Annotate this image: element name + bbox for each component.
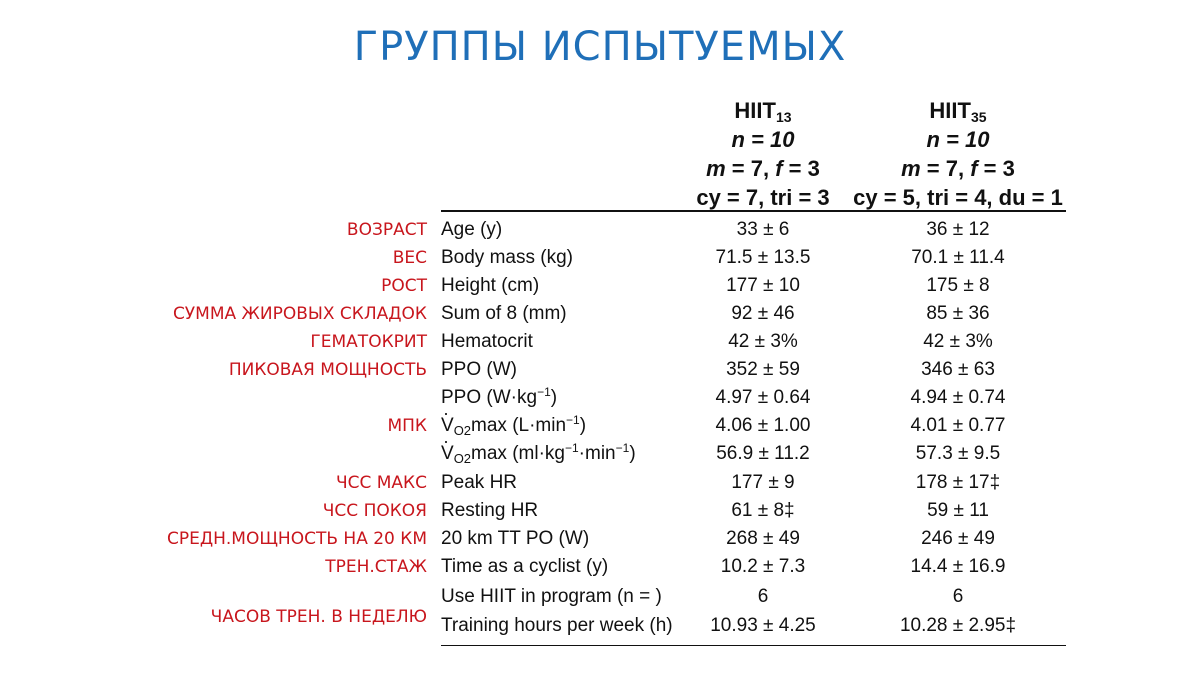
table-row-vo2max-ml-kg-min — [0, 440, 1200, 468]
row-value-hiit35: 57.3 ± 9.5 — [915, 443, 1001, 464]
row-label-en: Age (y) — [441, 219, 503, 240]
row-label-ru: ГЕМАТОКРИТ — [310, 332, 427, 352]
v-dot-symbol: · V — [441, 412, 454, 440]
table-row-resting-hr — [0, 497, 1200, 525]
table-row-use-hiit — [0, 583, 1200, 611]
column-modes: cy = 7, tri = 3 — [696, 185, 830, 210]
row-value-hiit13: 352 ± 59 — [726, 359, 800, 380]
row-label-en: Peak HR — [441, 472, 518, 493]
row-label-en: Hematocrit — [441, 331, 533, 352]
row-value-hiit35: 246 ± 49 — [921, 528, 995, 549]
table-row-ppo-w-kg — [0, 384, 1200, 412]
column-f: f — [970, 156, 978, 181]
row-value-hiit13: 42 ± 3% — [728, 331, 798, 352]
column-name: HIIT — [929, 98, 971, 123]
label-tail: ) — [629, 443, 636, 464]
row-label-ru: ТРЕН.СТАЖ — [325, 557, 427, 577]
row-value-hiit35: 10.28 ± 2.95‡ — [899, 615, 1017, 636]
column-n: n = 10 — [926, 127, 990, 152]
row-value-hiit13: 177 ± 9 — [731, 472, 795, 493]
column-modes: cy = 5, tri = 4, du = 1 — [853, 185, 1063, 210]
table-row-peak-hr — [0, 469, 1200, 497]
o2-subscript: O2 — [453, 423, 472, 438]
label-text: PPO (W·kg — [441, 387, 538, 408]
label-exponent: −1 — [566, 413, 580, 427]
row-label-en — [441, 384, 557, 412]
label-exponent: −1 — [564, 441, 579, 455]
row-label-en: Sum of 8 (mm) — [441, 303, 567, 324]
column-m-value: = 7, — [920, 156, 971, 181]
table-row-time-as-cyclist — [0, 553, 1200, 581]
label-text: max (ml·kg — [471, 443, 565, 464]
column-name-subscript: 35 — [970, 109, 987, 125]
table-row-age — [0, 216, 1200, 244]
row-value-hiit13: 71.5 ± 13.5 — [715, 247, 811, 268]
column-header-hiit13 — [668, 96, 858, 212]
column-name-subscript: 13 — [775, 109, 792, 125]
row-label-ru: ЧСС МАКС — [335, 473, 427, 493]
table-row-training-hours — [0, 607, 1200, 640]
table-row-hematocrit — [0, 328, 1200, 356]
row-value-hiit13: 268 ± 49 — [726, 528, 800, 549]
row-value-hiit35: 346 ± 63 — [921, 359, 995, 380]
o2-subscript: O2 — [453, 451, 472, 466]
column-n: n = 10 — [731, 127, 795, 152]
row-value-hiit35: 59 ± 11 — [927, 500, 989, 521]
row-label-en — [441, 440, 636, 468]
table-bottom-rule — [441, 645, 1066, 646]
row-value-hiit13: 6 — [757, 586, 769, 607]
label-tail: ) — [579, 415, 587, 436]
table-row-height — [0, 272, 1200, 300]
row-label-en: Height (cm) — [441, 275, 540, 296]
row-label-ru: МПК — [387, 416, 427, 436]
table-row-20km-tt — [0, 525, 1200, 553]
row-label-en: Time as a cyclist (y) — [441, 556, 609, 577]
table-row-sum-of-8 — [0, 300, 1200, 328]
row-label-ru: ВЕС — [392, 248, 427, 268]
column-m-value: = 7, — [725, 156, 776, 181]
row-value-hiit13: 56.9 ± 11.2 — [716, 443, 810, 464]
row-value-hiit35: 178 ± 17‡ — [915, 472, 1001, 493]
row-value-hiit35: 85 ± 36 — [926, 303, 990, 324]
label-middle: ·min — [578, 443, 616, 464]
column-name: HIIT — [734, 98, 776, 123]
row-value-hiit35: 14.4 ± 16.9 — [910, 556, 1006, 577]
row-value-hiit13: 4.06 ± 1.00 — [715, 415, 811, 436]
row-value-hiit35: 36 ± 12 — [926, 219, 990, 240]
column-m: m — [901, 156, 921, 181]
row-label-en: PPO (W) — [441, 359, 517, 380]
row-value-hiit13: 10.2 ± 7.3 — [720, 556, 806, 577]
row-label-ru: СУММА ЖИРОВЫХ СКЛАДОК — [172, 304, 427, 324]
row-label-ru: ПИКОВАЯ МОЩНОСТЬ — [228, 360, 427, 380]
table-top-rule — [441, 210, 1066, 212]
column-header-hiit35 — [843, 96, 1073, 212]
row-value-hiit35: 175 ± 8 — [926, 275, 990, 296]
row-value-hiit13: 33 ± 6 — [736, 219, 790, 240]
column-f: f — [775, 156, 783, 181]
table-row-body-mass — [0, 244, 1200, 272]
row-value-hiit13: 92 ± 46 — [731, 303, 795, 324]
row-label-en: Use HIIT in program (n = ) — [441, 586, 662, 607]
row-value-hiit13: 10.93 ± 4.25 — [710, 615, 816, 636]
row-label-en: Training hours per week (h) — [441, 615, 673, 636]
row-label-ru: ВОЗРАСТ — [346, 220, 427, 240]
v-dot-symbol: · V — [441, 440, 454, 468]
row-label-en: Resting HR — [441, 500, 539, 521]
row-label-ru: СРЕДН.МОЩНОСТЬ НА 20 КМ — [166, 529, 427, 549]
label-exponent: −1 — [537, 385, 551, 399]
row-label-en: Body mass (kg) — [441, 247, 573, 268]
table-row-ppo-w — [0, 356, 1200, 384]
row-value-hiit13: 4.97 ± 0.64 — [715, 387, 811, 408]
row-label-en — [441, 412, 586, 440]
column-f-value: = 3 — [977, 156, 1015, 181]
label-tail: ) — [550, 387, 558, 408]
row-value-hiit13: 61 ± 8‡ — [731, 500, 795, 521]
column-m: m — [706, 156, 726, 181]
column-f-value: = 3 — [782, 156, 820, 181]
row-label-ru: ЧАСОВ ТРЕН. В НЕДЕЛЮ — [210, 607, 427, 627]
row-value-hiit35: 42 ± 3% — [923, 331, 993, 352]
label-exponent-2: −1 — [615, 441, 630, 455]
row-label-ru: РОСТ — [381, 276, 427, 296]
row-value-hiit35: 4.01 ± 0.77 — [910, 415, 1006, 436]
row-value-hiit35: 4.94 ± 0.74 — [910, 387, 1006, 408]
row-value-hiit13: 177 ± 10 — [726, 275, 800, 296]
row-value-hiit35: 6 — [952, 586, 964, 607]
table-row-vo2max-l-min — [0, 412, 1200, 440]
slide-title: ГРУППЫ ИСПЫТУЕМЫХ — [353, 24, 847, 70]
label-text: max (L·min — [471, 415, 567, 436]
row-value-hiit35: 70.1 ± 11.4 — [911, 247, 1005, 268]
row-label-en: 20 km TT PO (W) — [441, 528, 590, 549]
row-label-ru: ЧСС ПОКОЯ — [322, 501, 427, 521]
